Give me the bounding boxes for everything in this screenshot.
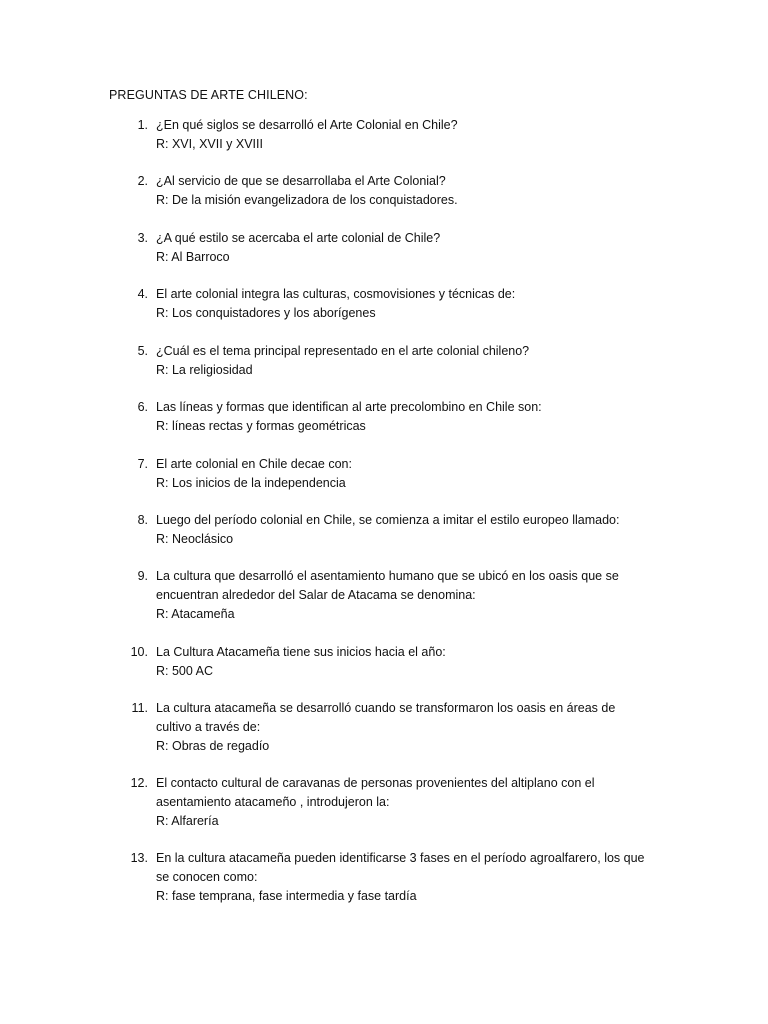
question-body: [156, 342, 676, 380]
question-number: 7.: [137, 457, 148, 471]
question-number: 8.: [137, 513, 148, 527]
answer-text: R: Neoclásico: [156, 532, 234, 546]
question-text: El contacto cultural de caravanas de personas provenientes del altiplano con el: [156, 776, 595, 790]
question-text: El arte colonial en Chile decae con:: [156, 457, 352, 471]
answer-text: R: 500 AC: [156, 664, 213, 678]
question-text: asentamiento atacameño , introdujeron la:: [156, 795, 390, 809]
question-number: 2.: [137, 174, 148, 188]
question-number: 6.: [137, 400, 148, 414]
document-title: PREGUNTAS DE ARTE CHILENO:: [109, 88, 308, 102]
question-body: [156, 455, 676, 493]
answer-text: R: Los conquistadores y los aborígenes: [156, 306, 376, 320]
answer-text: R: Atacameña: [156, 607, 235, 621]
answer-text: R: Al Barroco: [156, 250, 230, 264]
answer-text: R: líneas rectas y formas geométricas: [156, 419, 366, 433]
question-text: El arte colonial integra las culturas, cosmovisiones y técnicas de:: [156, 287, 516, 301]
question-number: 3.: [137, 231, 148, 245]
question-text: encuentran alrededor del Salar de Atacama se denomina:: [156, 588, 476, 602]
question-body: [156, 849, 676, 906]
question-body: [156, 699, 676, 756]
question-text: La cultura que desarrolló el asentamiento humano que se ubicó en los oasis que se: [156, 569, 619, 583]
question-text: La cultura atacameña se desarrolló cuando se transformaron los oasis en áreas de: [156, 701, 616, 715]
question-body: [156, 116, 676, 154]
question-number: 9.: [137, 569, 148, 583]
answer-text: R: fase temprana, fase intermedia y fase tardía: [156, 889, 417, 903]
question-body: [156, 172, 676, 210]
question-body: [156, 285, 676, 323]
question-text: cultivo a través de:: [156, 720, 261, 734]
question-number: 12.: [130, 776, 148, 790]
question-text: En la cultura atacameña pueden identificarse 3 fases en el período agroalfarero, los que: [156, 851, 645, 865]
question-text: La Cultura Atacameña tiene sus inicios hacia el año:: [156, 645, 446, 659]
question-number: 11.: [131, 701, 148, 715]
question-text: ¿Al servicio de que se desarrollaba el Arte Colonial?: [156, 174, 446, 188]
question-body: [156, 643, 676, 681]
question-text: Luego del período colonial en Chile, se comienza a imitar el estilo europeo llamado:: [156, 513, 620, 527]
question-text: se conocen como:: [156, 870, 258, 884]
question-body: [156, 511, 676, 549]
question-text: ¿En qué siglos se desarrolló el Arte Colonial en Chile?: [156, 118, 458, 132]
question-number: 4.: [137, 287, 148, 301]
answer-text: R: Alfarería: [156, 814, 219, 828]
question-number: 5.: [137, 344, 148, 358]
question-body: [156, 774, 676, 831]
question-number: 1.: [137, 118, 148, 132]
question-text: ¿Cuál es el tema principal representado en el arte colonial chileno?: [156, 344, 530, 358]
question-body: [156, 567, 676, 624]
answer-text: R: La religiosidad: [156, 363, 253, 377]
question-number: 10.: [130, 645, 148, 659]
answer-text: R: De la misión evangelizadora de los conquistadores.: [156, 193, 458, 207]
question-text: ¿A qué estilo se acercaba el arte colonial de Chile?: [156, 231, 441, 245]
question-body: [156, 229, 676, 267]
answer-text: R: XVI, XVII y XVIII: [156, 137, 263, 151]
question-body: [156, 398, 676, 436]
question-number: 13.: [130, 851, 148, 865]
answer-text: R: Obras de regadío: [156, 739, 270, 753]
answer-text: R: Los inicios de la independencia: [156, 476, 346, 490]
question-text: Las líneas y formas que identifican al arte precolombino en Chile son:: [156, 400, 542, 414]
